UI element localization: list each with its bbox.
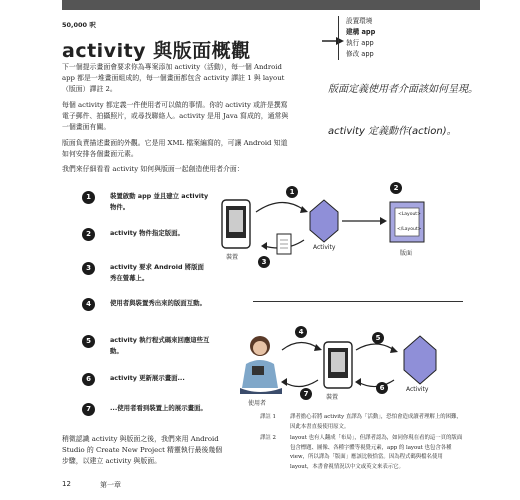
diagram-step-number: 6 xyxy=(376,382,388,394)
step-number: 1 xyxy=(82,191,95,204)
chapter-label: 第一章 xyxy=(100,481,121,489)
step-number: 6 xyxy=(82,373,95,386)
activity-label: Activity xyxy=(406,386,429,393)
paragraph-lead: 我們來仔細看看 activity 如何與版面一起創造使用者介面： xyxy=(62,165,244,173)
step-text: ...使用者看到裝置上的展示畫面。 xyxy=(110,404,207,412)
section-label: 50,000 呎 xyxy=(62,21,96,29)
activity-label: Activity xyxy=(313,244,336,251)
step-number: 4 xyxy=(82,298,95,311)
checklist-item: 修改 app xyxy=(346,50,374,58)
footnote-2 xyxy=(260,434,465,472)
diagram-bottom xyxy=(212,320,462,410)
footnote-tag: 譯註 1 xyxy=(260,414,276,420)
diagram-step-number: 7 xyxy=(300,388,312,400)
step-text: activity 物件指定版面。 xyxy=(110,229,184,237)
device-label: 裝置 xyxy=(326,394,339,401)
step-text: 裝置啟動 app 並且建立 activity 物件。 xyxy=(110,192,209,211)
diagram-step-number: 3 xyxy=(258,256,270,268)
layout-tag-close: </Layout> xyxy=(397,227,422,232)
top-bar xyxy=(62,0,480,10)
step-text: activity 要求 Android 將版面秀在螢幕上。 xyxy=(110,263,204,282)
divider xyxy=(253,301,463,302)
step-number: 2 xyxy=(82,228,95,241)
diagram-top-art xyxy=(212,182,462,287)
diagram-step-number: 4 xyxy=(295,326,307,338)
footnote-tag: 譯註 2 xyxy=(260,435,276,441)
handwritten-note-layout: 版面定義使用者介面該如何呈現。 xyxy=(328,84,478,95)
diagram-step-number: 5 xyxy=(372,332,384,344)
footnote-text: 譯者擔心若將 activity 直譯為「活動」，恐怕會造成讀者理解上的困難，因此本書直接使用原文。 xyxy=(290,414,462,430)
user-label: 使用者 xyxy=(248,400,267,407)
paragraph-layout: 版面負責描述畫面的外觀。它是用 XML 檔案編寫的，可讓 Android 知道如何安排各個畫面元素。 xyxy=(62,139,288,158)
step-text: activity 更新展示畫面... xyxy=(110,374,185,382)
page-title: activity 與版面概觀 xyxy=(62,40,251,62)
step-number: 7 xyxy=(82,403,95,416)
footnote-text: layout 也有人翻成「布局」，但譯者認為，如同你現在看的這一頁的版面包含標題、圖像、各種字體等視覺元素，app 的 layout 也包含各種 view，所以譯為「版面」應該比較恰當。因為程式碼與檔名使用 layout，本書會視情況以中文或英文來表示它。 xyxy=(290,435,463,470)
checklist-item-current: 建構 app xyxy=(346,28,376,36)
step-number: 3 xyxy=(82,262,95,275)
diagram-step-number: 2 xyxy=(390,182,402,194)
paragraph-intro: 下一個提示畫面會要求你為專案添加 activity（活動），每一個 Android app 都是一堆畫面組成的，每一個畫面都包含 activity 譯註 1 與 layout（版面）譯註 2。 xyxy=(62,63,285,93)
diagram-step-number: 1 xyxy=(286,186,298,198)
diagram-top xyxy=(212,182,462,287)
page-number: 12 xyxy=(62,480,71,488)
paragraph-closing: 稍微認識 activity 與版面之後，我們來用 Android Studio 的 Create New Project 精靈執行最後幾個步驟，以建立 activity 與版面。 xyxy=(62,435,223,465)
layout-label: 版面 xyxy=(400,250,413,257)
checklist-item: 執行 app xyxy=(346,39,374,47)
device-label: 裝置 xyxy=(226,254,239,261)
step-text: 使用者與裝置秀出來的版面互動。 xyxy=(110,299,206,307)
checklist-rule xyxy=(338,16,339,60)
footnote-1 xyxy=(260,413,465,432)
handwritten-note-activity: activity 定義動作(action)。 xyxy=(328,126,457,137)
progress-arrow-icon xyxy=(322,24,346,54)
step-text: activity 執行程式碼來回應這些互動。 xyxy=(110,336,210,355)
layout-tag-open: <Layout> xyxy=(398,212,421,217)
step-number: 5 xyxy=(82,335,95,348)
paragraph-activity: 每個 activity 都定義一件使用者可以做的事情。你的 activity 或許是撰寫電子郵件、拍攝照片，或尋找聯絡人。activity 是用 Java 寫成的，通常與一個畫面有關。 xyxy=(62,101,289,131)
checklist-item: 設置環境 xyxy=(346,17,373,25)
